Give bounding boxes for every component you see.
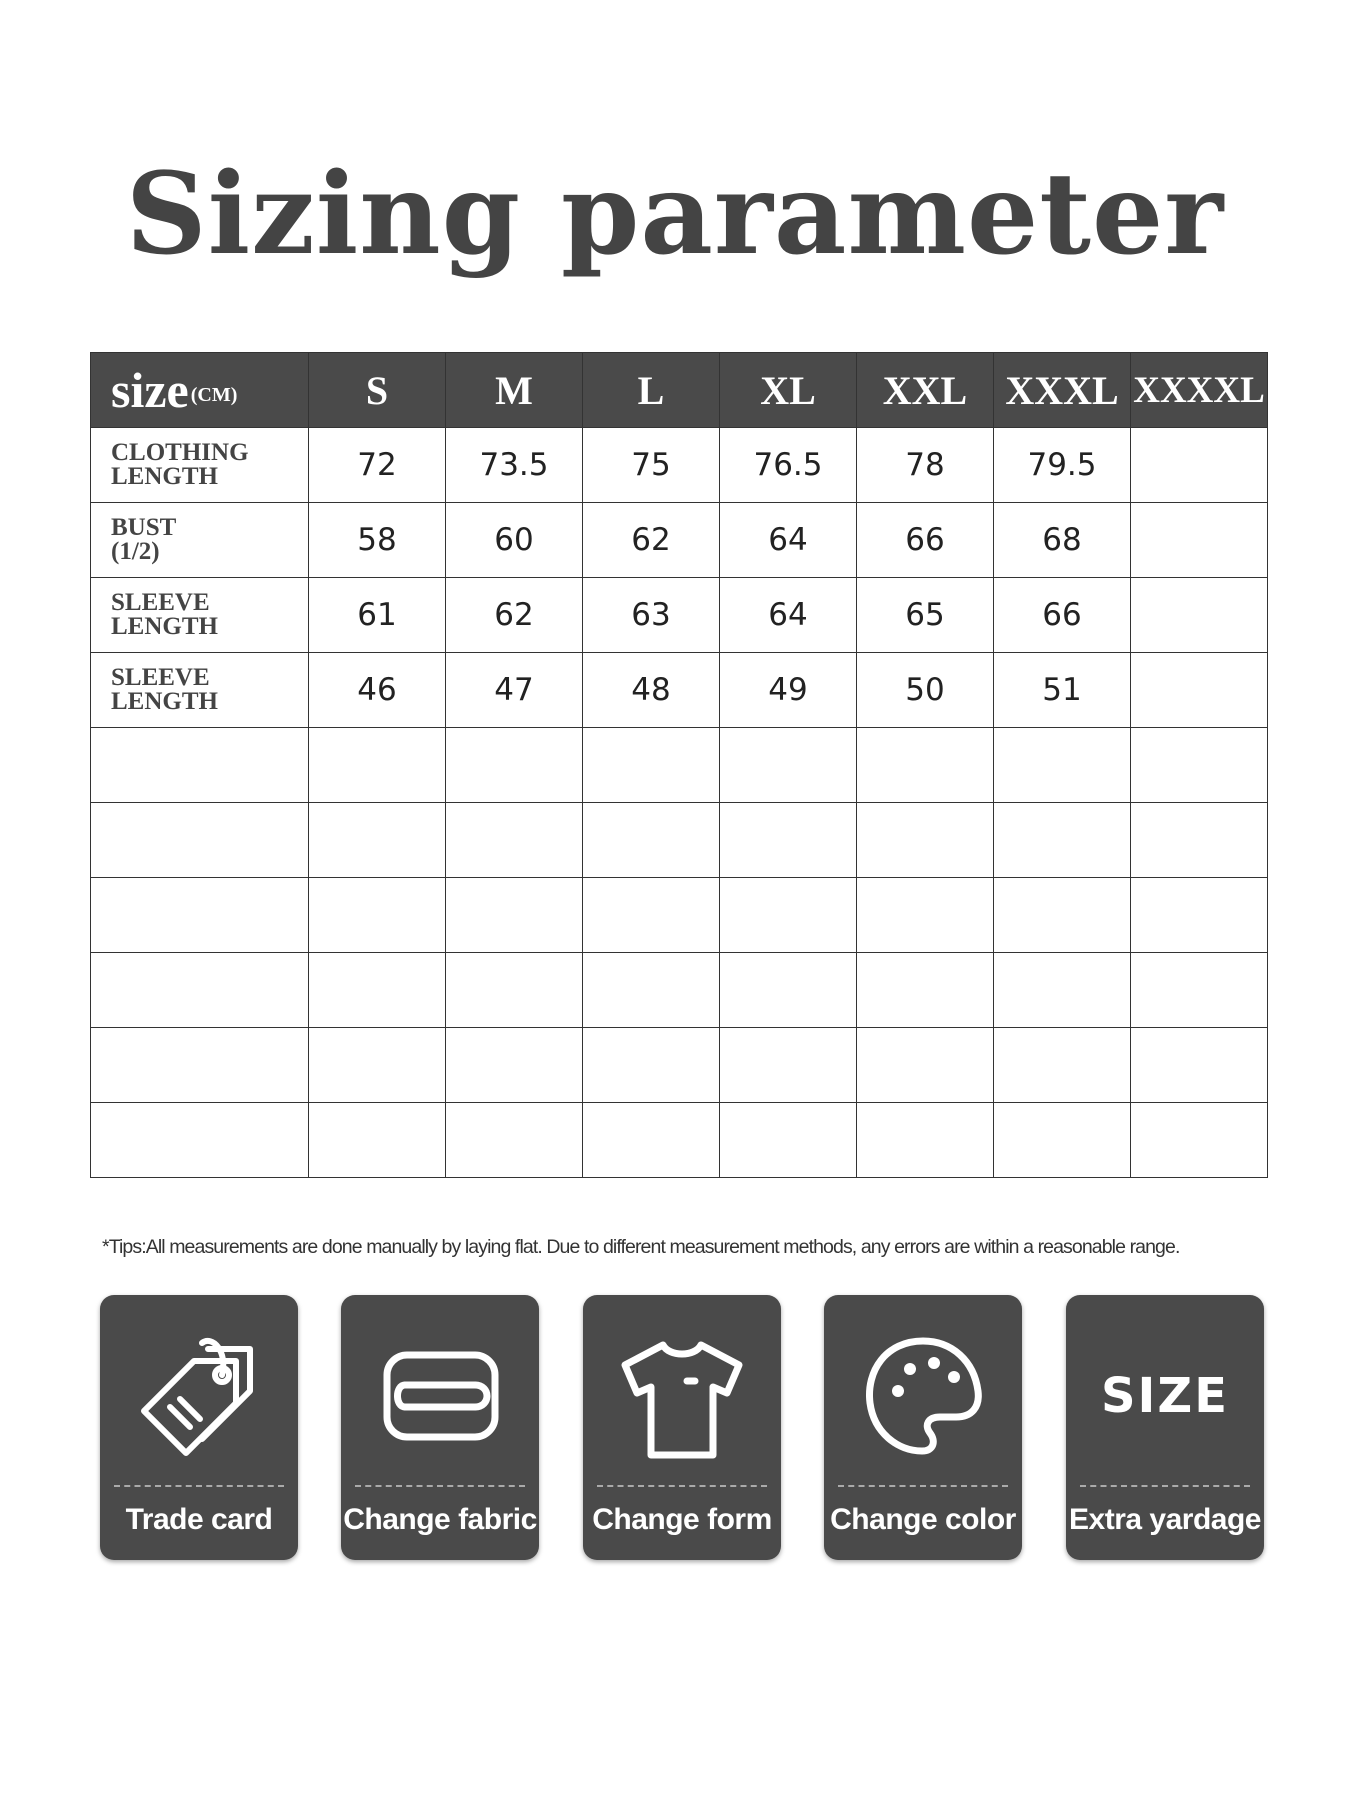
badge-label: Change form xyxy=(592,1503,772,1536)
measurement-cell: 62 xyxy=(583,503,720,578)
row-label-cell xyxy=(91,1028,309,1103)
badge-extra-yardage xyxy=(1066,1295,1264,1560)
size-column-header: XXXXL xyxy=(1131,353,1268,428)
measurement-cell: 64 xyxy=(720,578,857,653)
row-label-cell: SLEEVE LENGTH xyxy=(91,578,309,653)
measurement-cell xyxy=(857,1028,994,1103)
table-row xyxy=(91,503,1268,578)
row-label-cell xyxy=(91,803,309,878)
size-header-label: size xyxy=(111,362,189,418)
size-column-header: XXXL xyxy=(994,353,1131,428)
measurement-cell xyxy=(583,953,720,1028)
measurement-cell: 73.5 xyxy=(446,428,583,503)
measurement-tip: *Tips:All measurements are done manually by laying flat. Due to different measurement methods, any errors are within a reasonable range. xyxy=(102,1236,1180,1258)
badge-label: Change fabric xyxy=(343,1503,537,1536)
badge-divider xyxy=(114,1485,284,1487)
measurement-cell xyxy=(583,1103,720,1178)
measurement-cell xyxy=(994,803,1131,878)
measurement-cell: 62 xyxy=(446,578,583,653)
measurement-cell xyxy=(446,728,583,803)
measurement-cell xyxy=(309,728,446,803)
table-row xyxy=(91,953,1268,1028)
measurement-cell: 72 xyxy=(309,428,446,503)
measurement-cell xyxy=(309,803,446,878)
measurement-cell xyxy=(720,953,857,1028)
size-icon: SIZE xyxy=(1100,1368,1230,1424)
badge-divider xyxy=(1080,1485,1250,1487)
measurement-cell xyxy=(446,1103,583,1178)
badge-label: Trade card xyxy=(125,1503,273,1536)
measurement-cell: 78 xyxy=(857,428,994,503)
measurement-cell xyxy=(994,1103,1131,1178)
measurement-cell: 46 xyxy=(309,653,446,728)
measurement-cell xyxy=(720,1028,857,1103)
measurement-cell xyxy=(857,803,994,878)
measurement-cell: 50 xyxy=(857,653,994,728)
measurement-cell xyxy=(1131,428,1268,503)
measurement-cell: 48 xyxy=(583,653,720,728)
measurement-cell: 76.5 xyxy=(720,428,857,503)
measurement-cell xyxy=(309,878,446,953)
badge-label: Extra yardage xyxy=(1069,1503,1261,1536)
measurement-cell xyxy=(583,878,720,953)
measurement-cell: 66 xyxy=(994,578,1131,653)
measurement-cell xyxy=(994,878,1131,953)
badge-divider xyxy=(597,1485,767,1487)
badge-change-form xyxy=(583,1295,781,1560)
measurement-cell xyxy=(309,1028,446,1103)
fabric-icon xyxy=(365,1321,515,1471)
measurement-cell xyxy=(857,728,994,803)
size-column-header: XXL xyxy=(857,353,994,428)
page-title: Sizing parameter xyxy=(125,149,1225,280)
measurement-cell: 60 xyxy=(446,503,583,578)
measurement-cell xyxy=(309,1103,446,1178)
price-tag-icon xyxy=(124,1321,274,1471)
measurement-cell xyxy=(1131,578,1268,653)
table-row xyxy=(91,428,1268,503)
size-header-cell xyxy=(91,353,309,428)
measurement-cell xyxy=(720,728,857,803)
measurement-cell xyxy=(583,1028,720,1103)
measurement-cell: 51 xyxy=(994,653,1131,728)
measurement-cell: 68 xyxy=(994,503,1131,578)
measurement-cell xyxy=(1131,728,1268,803)
row-label-cell xyxy=(91,1103,309,1178)
table-row xyxy=(91,803,1268,878)
badge-trade-card xyxy=(100,1295,298,1560)
measurement-cell xyxy=(1131,503,1268,578)
header-row xyxy=(91,353,1268,428)
measurement-cell xyxy=(720,803,857,878)
table-row xyxy=(91,1028,1268,1103)
badge-divider xyxy=(355,1485,525,1487)
measurement-cell: 58 xyxy=(309,503,446,578)
row-label-cell: BUST (1/2) xyxy=(91,503,309,578)
size-column-header: S xyxy=(309,353,446,428)
measurement-cell xyxy=(720,878,857,953)
measurement-cell xyxy=(994,1028,1131,1103)
measurement-cell: 63 xyxy=(583,578,720,653)
measurement-cell: 79.5 xyxy=(994,428,1131,503)
measurement-cell xyxy=(309,953,446,1028)
row-label-cell: CLOTHING LENGTH xyxy=(91,428,309,503)
row-label-cell xyxy=(91,728,309,803)
table-row xyxy=(91,653,1268,728)
table-row xyxy=(91,878,1268,953)
measurement-cell xyxy=(857,878,994,953)
size-column-header: L xyxy=(583,353,720,428)
measurement-cell xyxy=(446,803,583,878)
measurement-cell: 75 xyxy=(583,428,720,503)
size-column-header: XL xyxy=(720,353,857,428)
measurement-cell xyxy=(994,953,1131,1028)
row-label-cell: SLEEVE LENGTH xyxy=(91,653,309,728)
measurement-cell xyxy=(1131,653,1268,728)
measurement-cell xyxy=(857,953,994,1028)
measurement-cell: 61 xyxy=(309,578,446,653)
measurement-cell xyxy=(720,1103,857,1178)
measurement-cell xyxy=(446,878,583,953)
table-row xyxy=(91,578,1268,653)
measurement-cell xyxy=(994,728,1131,803)
badge-change-color xyxy=(824,1295,1022,1560)
badge-change-fabric xyxy=(341,1295,539,1560)
badge-divider xyxy=(838,1485,1008,1487)
size-column-header: M xyxy=(446,353,583,428)
measurement-cell xyxy=(583,803,720,878)
measurement-cell xyxy=(583,728,720,803)
palette-icon xyxy=(848,1321,998,1471)
measurement-cell xyxy=(1131,878,1268,953)
measurement-cell: 66 xyxy=(857,503,994,578)
measurement-cell xyxy=(1131,803,1268,878)
measurement-cell xyxy=(446,1028,583,1103)
row-label-cell xyxy=(91,878,309,953)
size-header-unit: (CM) xyxy=(190,384,238,407)
measurement-cell xyxy=(1131,1028,1268,1103)
measurement-cell xyxy=(1131,953,1268,1028)
table-row xyxy=(91,1103,1268,1178)
measurement-cell xyxy=(1131,1103,1268,1178)
size-chart-table xyxy=(90,352,1268,1178)
measurement-cell: 65 xyxy=(857,578,994,653)
t-shirt-icon xyxy=(607,1321,757,1471)
measurement-cell: 64 xyxy=(720,503,857,578)
row-label-cell xyxy=(91,953,309,1028)
measurement-cell: 47 xyxy=(446,653,583,728)
measurement-cell: 49 xyxy=(720,653,857,728)
measurement-cell xyxy=(857,1103,994,1178)
measurement-cell xyxy=(446,953,583,1028)
table-row xyxy=(91,728,1268,803)
badge-label: Change color xyxy=(830,1503,1016,1536)
